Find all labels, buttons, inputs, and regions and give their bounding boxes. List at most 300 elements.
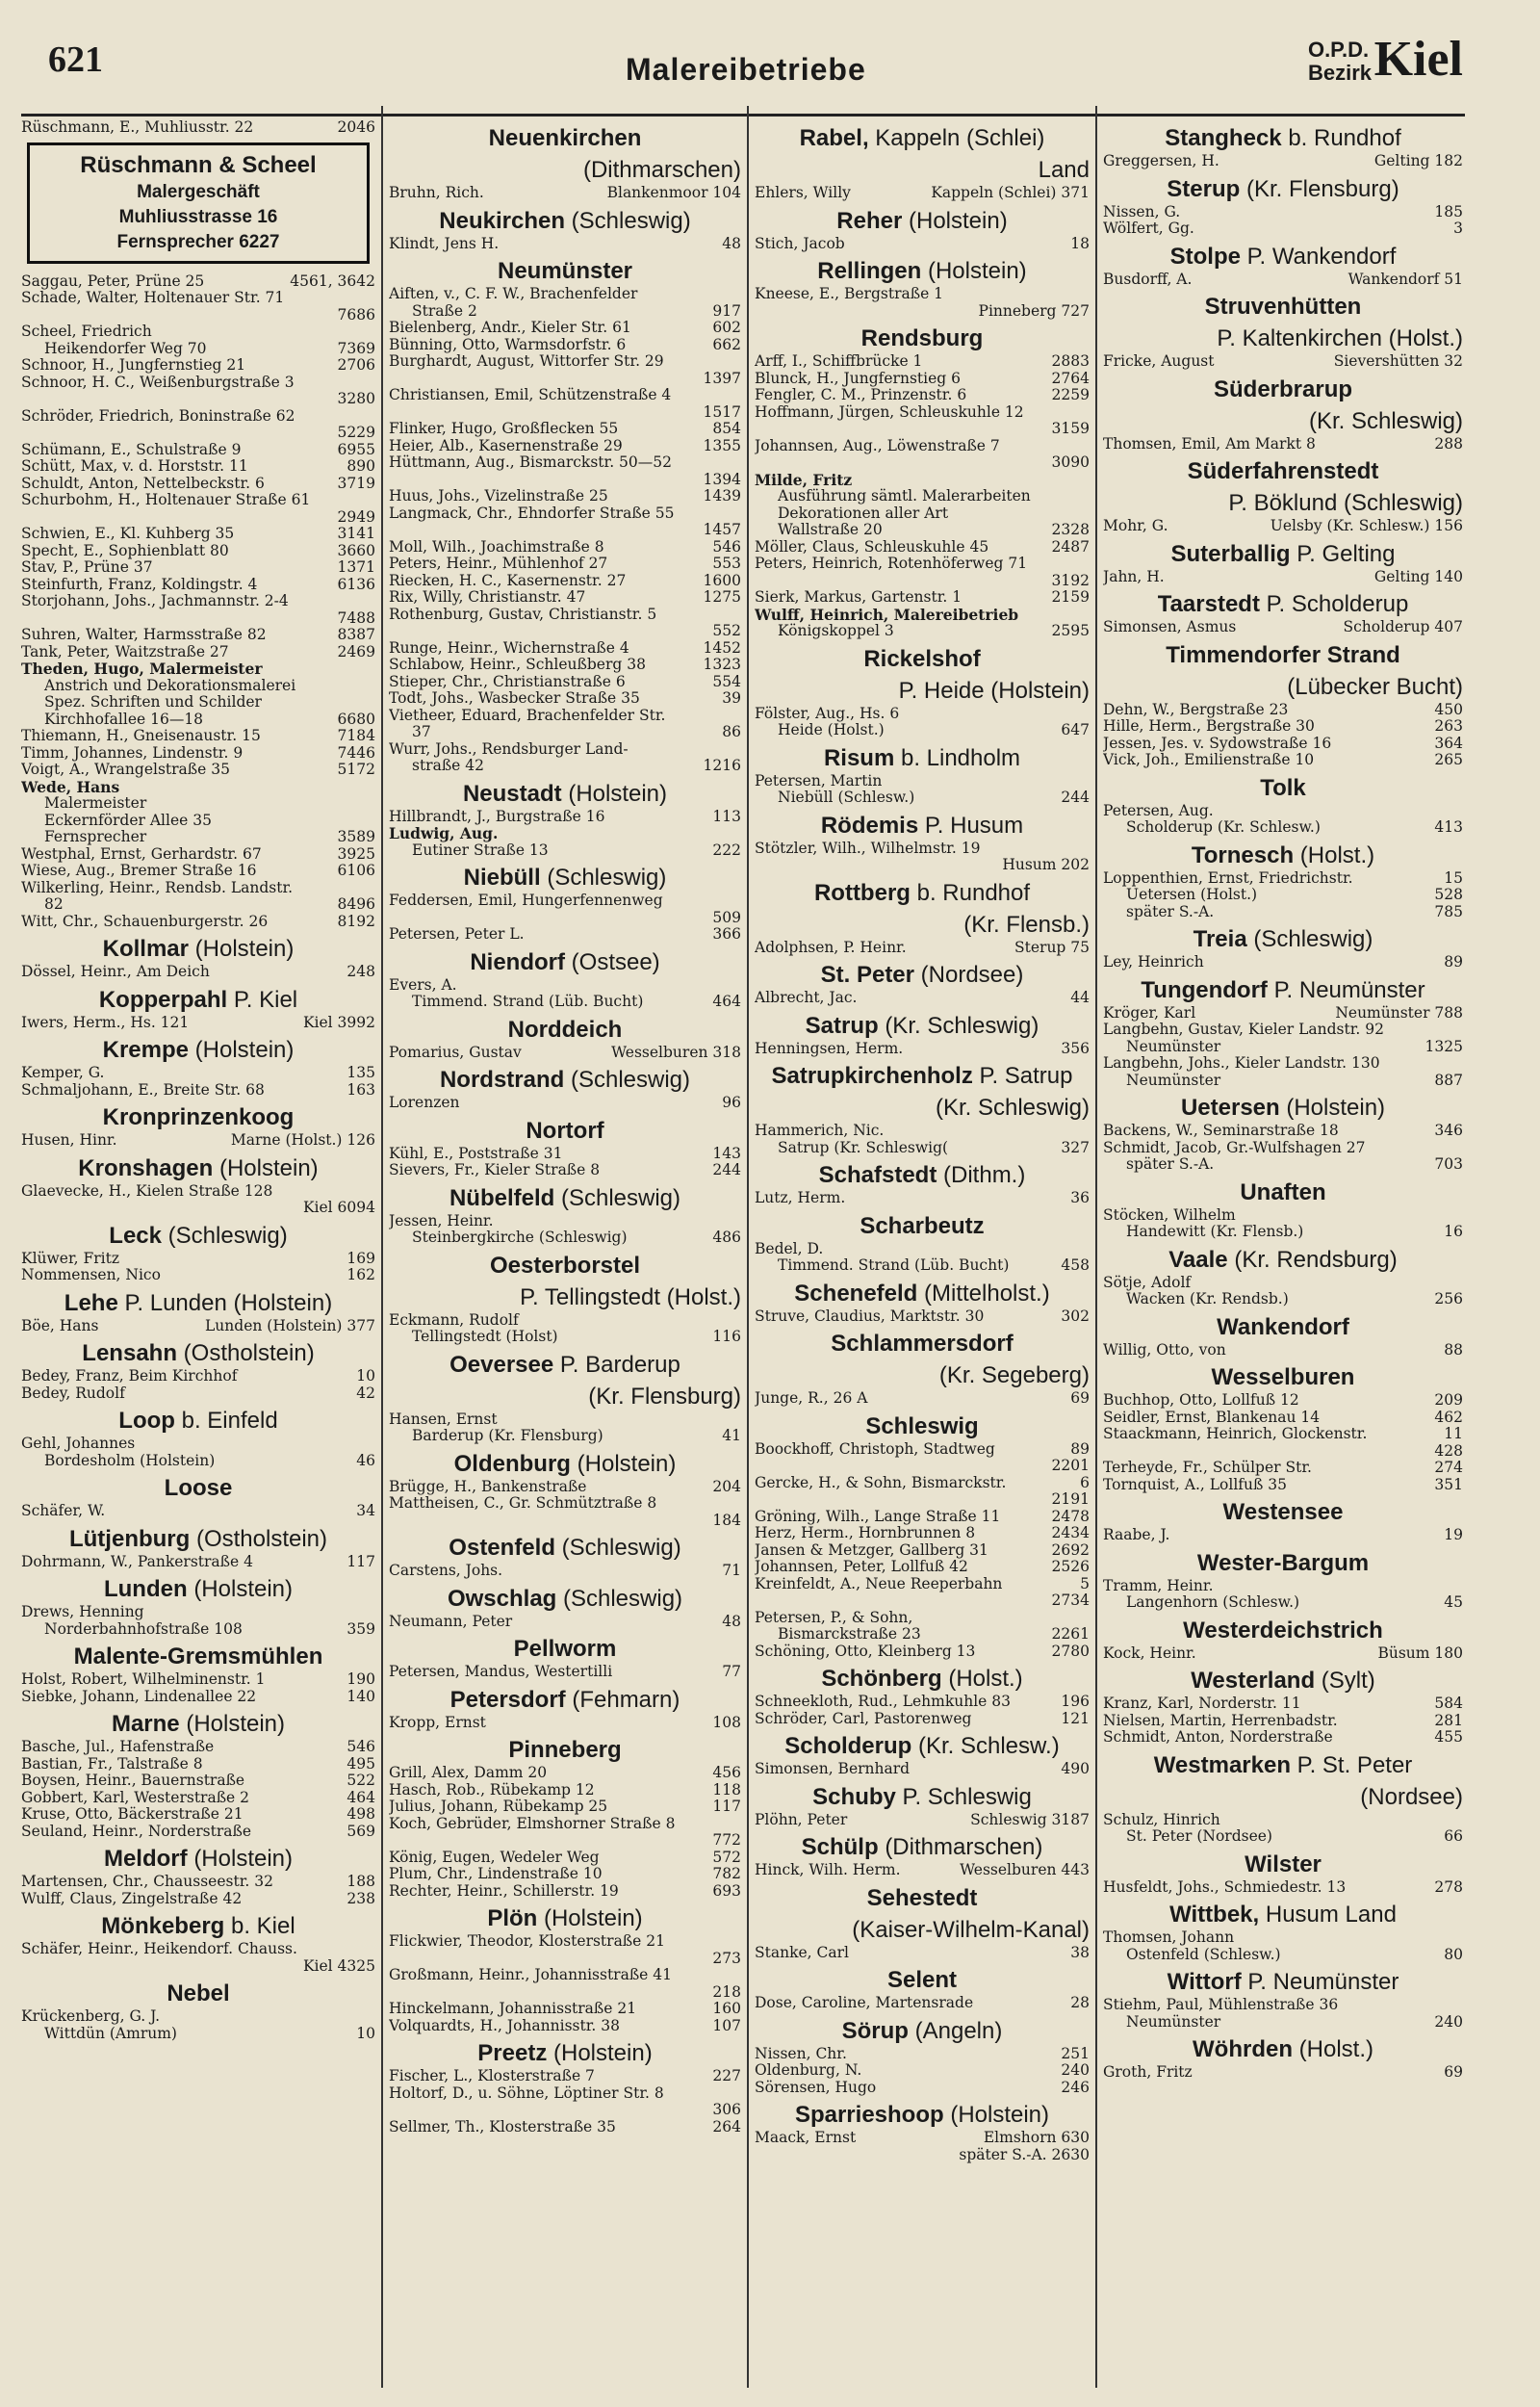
entry-number: 552 xyxy=(712,622,741,639)
entry-text: Gercke, H., & Sohn, Bismarckstr. xyxy=(755,1473,1007,1491)
place-name: Wankendorf xyxy=(1217,1313,1349,1340)
place-heading xyxy=(21,1408,375,1434)
entry-continuation xyxy=(1103,1156,1463,1174)
listing-entry xyxy=(389,1213,741,1230)
entry-continuation xyxy=(21,795,375,813)
place-heading xyxy=(389,1737,741,1763)
entry-number: 4561, 3642 xyxy=(290,272,375,290)
entry-number xyxy=(735,1213,741,1230)
entry-number: 6136 xyxy=(337,575,375,593)
place-name: Mönkeberg xyxy=(101,1913,225,1939)
place-qualifier: (Kr. Flensburg) xyxy=(1245,175,1399,202)
entry-number: 162 xyxy=(346,1266,375,1283)
place-name: Oldenburg xyxy=(453,1450,571,1477)
entry-text: später S.-A. xyxy=(1126,902,1215,920)
entry-text: Fölster, Aug., Hs. 6 xyxy=(755,704,900,722)
entry-text: Heide (Holst.) xyxy=(778,721,885,738)
entry-text: Husen, Hinr. xyxy=(21,1131,117,1149)
listing-entry xyxy=(389,1850,741,1867)
entry-text: Koch, Gebrüder, Elmshorner Straße 8 xyxy=(389,1814,676,1832)
listing-entry xyxy=(389,926,741,944)
place-heading xyxy=(755,325,1090,351)
entry-number xyxy=(1457,1812,1463,1829)
place-name: Pellworm xyxy=(513,1636,617,1662)
place-heading xyxy=(1103,1902,1463,1928)
entry-number: 462 xyxy=(1434,1408,1463,1426)
listing-entry xyxy=(755,353,1090,371)
place-heading xyxy=(1103,775,1463,801)
entry-text: Neumünster xyxy=(1126,1071,1221,1089)
listing-entry xyxy=(389,825,741,842)
entry-continuation xyxy=(1103,1443,1463,1461)
place-heading xyxy=(755,208,1090,234)
listing-entry xyxy=(21,1132,375,1150)
entry-number: Büsum 180 xyxy=(1377,1643,1463,1662)
entry-text: Iwers, Herm., Hs. 121 xyxy=(21,1013,190,1031)
entry-text: Hoffmann, Jürgen, Schleuskuhle 12 xyxy=(755,402,1024,421)
entry-continuation xyxy=(1103,904,1463,921)
entry-number: Pinneberg 727 xyxy=(978,301,1090,320)
listing-entry xyxy=(389,1866,741,1883)
place-name: Tungendorf xyxy=(1141,976,1268,1003)
entry-text: Bedel, D. xyxy=(755,1239,824,1257)
listing-entry xyxy=(21,559,375,577)
place-heading xyxy=(1103,842,1463,868)
entry-text: Drews, Henning xyxy=(21,1603,144,1620)
listing-entry xyxy=(1103,1695,1463,1713)
place-name: Timmendorfer Strand xyxy=(1166,641,1400,668)
entry-number: 240 xyxy=(1061,2061,1090,2079)
place-name: Schleswig xyxy=(865,1412,979,1439)
entry-continuation xyxy=(389,1832,741,1850)
listing-entry xyxy=(389,690,741,708)
entry-number xyxy=(370,290,375,307)
entry-number: 772 xyxy=(712,1831,741,1849)
entry-number xyxy=(1084,556,1090,573)
place-heading xyxy=(755,1666,1090,1692)
entry-text: Boockhoff, Christoph, Stadtweg xyxy=(755,1439,995,1458)
listing-entry xyxy=(755,990,1090,1007)
listing-entry xyxy=(389,556,741,573)
place-name: Westerland xyxy=(1191,1668,1316,1694)
entry-text: Straße 2 xyxy=(412,301,477,320)
place-name: Oesterborstel xyxy=(489,1252,641,1279)
entry-text: Schütt, Max, v. d. Horststr. 11 xyxy=(21,457,248,475)
opd-label: O.P.D. xyxy=(1307,38,1370,62)
entry-number xyxy=(735,741,741,759)
listing-entry xyxy=(1103,1460,1463,1477)
entry-continuation xyxy=(21,307,375,324)
place-name: Scharbeutz xyxy=(860,1212,985,1239)
place-name: Leck xyxy=(109,1222,162,1249)
place-qualifier: (Mittelholst.) xyxy=(924,1280,1050,1307)
entry-number: 455 xyxy=(1434,1728,1463,1746)
place-name: Unaften xyxy=(1240,1178,1326,1205)
place-heading xyxy=(755,1885,1090,1911)
place-heading xyxy=(755,1834,1090,1860)
listing-entry xyxy=(21,526,375,543)
entry-text: Kock, Heinr. xyxy=(1103,1643,1196,1662)
entry-number xyxy=(370,408,375,426)
entry-text: Vietheer, Eduard, Brachenfelder Str. xyxy=(389,706,666,724)
place-qualifier: b. Kiel xyxy=(230,1913,295,1939)
entry-text: St. Peter (Nordsee) xyxy=(1126,1827,1272,1845)
place-name: Rödemis xyxy=(820,812,919,839)
entry-text: Schröder, Carl, Pastorenweg xyxy=(755,1709,972,1727)
entry-text: Tank, Peter, Waitzstraße 27 xyxy=(21,642,229,660)
place-heading xyxy=(1103,408,1463,434)
place-qualifier: (Holstein) xyxy=(186,1711,286,1737)
listing-entry xyxy=(389,809,741,826)
entry-number: 5 xyxy=(1080,1574,1090,1592)
entry-text: Wallstraße 20 xyxy=(778,521,883,538)
entry-continuation xyxy=(389,910,741,927)
entry-text: Tellingstedt (Holst) xyxy=(412,1328,558,1345)
place-qualifier: (Schleswig) xyxy=(563,1585,683,1612)
column-1 xyxy=(21,119,375,2392)
entry-text: Möller, Claus, Schleuskuhle 45 xyxy=(755,537,989,556)
entry-number: 16 xyxy=(1444,1223,1463,1240)
entry-continuation xyxy=(389,842,741,860)
entry-continuation xyxy=(21,896,375,914)
listing-entry xyxy=(21,375,375,392)
place-qualifier: P. Wankendorf xyxy=(1246,243,1397,270)
entry-number: 6680 xyxy=(337,710,375,728)
listing-entry xyxy=(21,660,375,678)
entry-number xyxy=(1457,1997,1463,2014)
place-name: Struvenhütten xyxy=(1204,294,1362,320)
place-qualifier: (Holstein) xyxy=(927,258,1027,284)
entry-number: 782 xyxy=(712,1865,741,1882)
listing-entry xyxy=(21,1671,375,1689)
place-qualifier: P. Heide (Holstein) xyxy=(898,677,1090,704)
ad-line: Rüschmann & Scheel xyxy=(80,151,317,178)
entry-continuation xyxy=(389,1428,741,1445)
entry-continuation xyxy=(755,454,1090,472)
entry-number: 18 xyxy=(1070,234,1090,252)
listing-entry xyxy=(21,408,375,426)
entry-text: Raabe, J. xyxy=(1103,1526,1170,1543)
entry-text: Rothenburg, Gustav, Christianstr. 5 xyxy=(389,605,657,623)
place-heading xyxy=(389,208,741,234)
entry-text: Kröger, Karl xyxy=(1103,1003,1196,1022)
listing-entry xyxy=(755,1643,1090,1661)
place-heading xyxy=(1103,1969,1463,1995)
entry-number xyxy=(370,880,375,897)
entry-continuation xyxy=(755,1140,1090,1157)
entry-number: 238 xyxy=(346,1889,375,1907)
entry-text: Gobbert, Karl, Westerstraße 2 xyxy=(21,1788,250,1806)
entry-text: Neumünster xyxy=(1126,1037,1221,1055)
entry-text: Wede, Hans xyxy=(21,777,120,796)
entry-number: 302 xyxy=(1061,1307,1090,1325)
entry-text: Backens, W., Seminarstraße 18 xyxy=(1103,1122,1339,1139)
entry-number: 121 xyxy=(1061,1709,1090,1727)
entry-continuation xyxy=(389,1951,741,1968)
listing-entry xyxy=(755,1475,1090,1492)
entry-number xyxy=(1084,607,1090,624)
entry-text: Barderup (Kr. Flensburg) xyxy=(412,1427,603,1444)
place-name: Meldorf xyxy=(103,1846,188,1872)
listing-entry xyxy=(755,472,1090,489)
place-name: Lensahn xyxy=(82,1340,177,1366)
entry-continuation xyxy=(755,722,1090,739)
listing-entry xyxy=(755,2130,1090,2147)
entry-text: Eckmann, Rudolf xyxy=(389,1310,519,1329)
entry-text: Dehn, W., Bergstraße 23 xyxy=(1103,700,1289,718)
listing-entry xyxy=(389,387,741,404)
entry-number: 2159 xyxy=(1051,588,1090,606)
entry-text: Kruse, Otto, Bäckerstraße 21 xyxy=(21,1805,244,1823)
entry-text: Suhren, Walter, Harmsstraße 82 xyxy=(21,626,267,643)
entry-number xyxy=(370,660,375,678)
entry-continuation xyxy=(21,341,375,358)
listing-entry xyxy=(755,1509,1090,1526)
entry-text: Simonsen, Asmus xyxy=(1103,618,1237,635)
place-name: Schafstedt xyxy=(818,1162,937,1188)
place-qualifier: (Holstein) xyxy=(193,1846,294,1872)
place-name: Loose xyxy=(164,1475,233,1501)
entry-number: 184 xyxy=(712,1511,741,1529)
listing-entry xyxy=(389,1664,741,1681)
entry-text: Seidler, Ernst, Blankenau 14 xyxy=(1103,1408,1321,1426)
entry-number: 2328 xyxy=(1051,521,1090,538)
place-name: Neumünster xyxy=(497,258,633,284)
entry-number: Sievershütten 32 xyxy=(1333,352,1463,370)
listing-entry xyxy=(755,2062,1090,2080)
entry-number: 486 xyxy=(712,1229,741,1246)
place-qualifier: (Ostholstein) xyxy=(183,1340,315,1366)
entry-continuation xyxy=(21,1621,375,1639)
entry-number: 188 xyxy=(346,1873,375,1890)
entry-number: 2487 xyxy=(1051,537,1090,556)
entry-continuation xyxy=(755,1257,1090,1275)
listing-entry xyxy=(1103,1005,1463,1022)
listing-entry xyxy=(1103,436,1463,453)
entry-text: Evers, A. xyxy=(389,975,457,994)
listing-entry xyxy=(389,1146,741,1163)
place-name: Tornesch xyxy=(1191,841,1295,868)
place-heading xyxy=(755,157,1090,183)
place-name: Lütjenburg xyxy=(68,1525,191,1552)
entry-number xyxy=(370,1941,375,1958)
entry-continuation xyxy=(755,623,1090,640)
entry-text: Riecken, H. C., Kasernenstr. 27 xyxy=(389,571,627,589)
entry-text: Wulff, Heinrich, Malereibetrieb xyxy=(755,605,1019,624)
listing-entry xyxy=(1103,1997,1463,2014)
place-qualifier: (Kr. Flensburg) xyxy=(588,1383,741,1410)
entry-continuation xyxy=(1103,1073,1463,1090)
listing-entry xyxy=(21,627,375,644)
entry-text: Hinck, Wilh. Herm. xyxy=(755,1861,901,1878)
entry-number: 8192 xyxy=(337,912,375,930)
place-heading xyxy=(1103,1247,1463,1273)
place-name: Schuby xyxy=(812,1783,896,1810)
place-qualifier: (Holstein) xyxy=(1286,1095,1386,1121)
entry-number xyxy=(370,593,375,610)
entry-number xyxy=(1457,1055,1463,1073)
listing-entry xyxy=(755,1761,1090,1778)
listing-entry xyxy=(755,841,1090,858)
entry-number: 42 xyxy=(356,1384,375,1402)
place-qualifier: (Nordsee) xyxy=(1360,1783,1463,1810)
entry-text: Sievers, Fr., Kieler Straße 8 xyxy=(389,1161,601,1178)
entry-number xyxy=(370,324,375,341)
entry-number: 456 xyxy=(712,1764,741,1781)
entry-number xyxy=(1457,1207,1463,1225)
entry-text: Stiehm, Paul, Mühlenstraße 36 xyxy=(1103,1996,1339,2013)
entry-number: 490 xyxy=(1061,1760,1090,1777)
place-name: Schönberg xyxy=(821,1666,942,1692)
place-heading xyxy=(1103,1668,1463,1694)
entry-continuation xyxy=(21,813,375,830)
entry-continuation xyxy=(389,371,741,388)
listing-entry xyxy=(21,1385,375,1403)
entry-number: 218 xyxy=(712,1982,741,2001)
place-name: Owschlag xyxy=(447,1585,557,1612)
listing-entry xyxy=(21,1267,375,1284)
listing-entry xyxy=(389,505,741,523)
entry-text: Wacken (Kr. Rendsb.) xyxy=(1126,1290,1289,1307)
listing-entry xyxy=(1103,1123,1463,1140)
entry-text: Fricke, August xyxy=(1103,352,1215,370)
entry-continuation xyxy=(21,678,375,695)
entry-continuation xyxy=(389,472,741,489)
listing-entry xyxy=(21,1689,375,1706)
listing-entry xyxy=(21,1368,375,1385)
entry-number: 553 xyxy=(712,555,741,572)
entry-number: 281 xyxy=(1434,1711,1463,1729)
place-qualifier: (Lübecker Bucht) xyxy=(1287,673,1463,700)
entry-number: 2526 xyxy=(1051,1558,1090,1575)
entry-continuation xyxy=(21,2026,375,2043)
entry-number: 351 xyxy=(1434,1475,1463,1493)
entry-number: 1275 xyxy=(703,588,741,606)
place-name: Stangheck xyxy=(1165,125,1282,151)
entry-number: Sterup 75 xyxy=(1014,938,1090,956)
place-name: Treia xyxy=(1193,926,1247,952)
place-heading xyxy=(755,1784,1090,1810)
entry-number: 356 xyxy=(1061,1039,1090,1057)
entry-text: Groth, Fritz xyxy=(1103,2063,1193,2081)
entry-text: Nissen, Chr. xyxy=(755,2044,847,2062)
entry-text: Dohrmann, W., Pankerstraße 4 xyxy=(21,1552,253,1570)
entry-text: Feddersen, Emil, Hungerfennenweg xyxy=(389,892,663,909)
listing-entry xyxy=(1103,870,1463,888)
entry-number: 2259 xyxy=(1051,386,1090,403)
place-name: Niendorf xyxy=(470,948,565,975)
entry-text: Ausführung sämtl. Malerarbeiten xyxy=(778,487,1031,505)
entry-text: Herz, Herm., Hornbrunnen 8 xyxy=(755,1524,976,1541)
entry-number: 6 xyxy=(1080,1473,1090,1491)
place-heading xyxy=(21,1475,375,1501)
listing-entry xyxy=(389,741,741,759)
entry-number: 265 xyxy=(1434,751,1463,768)
entry-number: 366 xyxy=(712,925,741,943)
place-name: Marne xyxy=(111,1711,180,1737)
listing-entry xyxy=(389,353,741,371)
place-heading xyxy=(755,1413,1090,1439)
place-qualifier: P. St. Peter xyxy=(1296,1751,1413,1778)
entry-number: 244 xyxy=(1061,789,1090,806)
entry-continuation xyxy=(21,694,375,712)
place-name: Rottberg xyxy=(813,879,911,906)
entry-number xyxy=(1084,404,1090,422)
entry-number: 77 xyxy=(722,1663,741,1680)
listing-entry xyxy=(1103,2064,1463,2082)
entry-number xyxy=(370,492,375,509)
place-heading xyxy=(1103,176,1463,202)
entry-text: Schnoor, H., Jungfernstieg 21 xyxy=(21,356,246,374)
entry-number: 2478 xyxy=(1051,1507,1090,1525)
place-qualifier: (Ostholstein) xyxy=(195,1525,328,1552)
entry-number: 28 xyxy=(1070,1994,1090,2011)
place-heading xyxy=(389,1017,741,1043)
entry-text: Saggau, Peter, Prüne 25 xyxy=(21,272,205,290)
place-qualifier: P. Scholderup xyxy=(1266,591,1409,617)
entry-number: 2883 xyxy=(1051,352,1090,370)
listing-entry xyxy=(389,1799,741,1816)
place-heading xyxy=(1103,591,1463,617)
listing-entry xyxy=(21,1318,375,1335)
place-heading xyxy=(389,1586,741,1612)
listing-entry xyxy=(755,1711,1090,1728)
entry-continuation xyxy=(755,505,1090,523)
entry-text: Langmack, Chr., Ehndorfer Straße 55 xyxy=(389,504,675,522)
entry-text: Hansen, Ernst xyxy=(389,1410,498,1428)
page-number: 621 xyxy=(48,39,103,80)
entry-continuation xyxy=(755,1458,1090,1475)
entry-number: 204 xyxy=(712,1477,741,1495)
entry-number: 34 xyxy=(356,1502,375,1519)
entry-number xyxy=(735,1411,741,1429)
entry-number xyxy=(1084,1610,1090,1627)
listing-entry xyxy=(755,607,1090,624)
entry-text: Eckernförder Allee 35 xyxy=(44,811,212,829)
entry-number: 163 xyxy=(346,1080,375,1099)
entry-number: 7446 xyxy=(337,743,375,762)
listing-entry xyxy=(1103,1055,1463,1073)
place-qualifier: P. Barderup xyxy=(559,1351,680,1378)
listing-entry xyxy=(755,1390,1090,1408)
entry-text: Ostenfeld (Schlesw.) xyxy=(1126,1945,1281,1963)
place-heading xyxy=(755,646,1090,672)
place-heading xyxy=(1103,1851,1463,1877)
place-heading xyxy=(1103,926,1463,952)
entry-text: Theden, Hugo, Malermeister xyxy=(21,660,263,678)
entry-text: Satrup (Kr. Schleswig( xyxy=(778,1138,949,1156)
listing-entry xyxy=(21,357,375,375)
place-heading xyxy=(21,1290,375,1316)
listing-entry xyxy=(21,846,375,864)
entry-continuation xyxy=(755,573,1090,590)
entry-text: Hammerich, Nic. xyxy=(755,1122,885,1139)
entry-text: Wittdün (Amrum) xyxy=(44,2024,177,2042)
place-heading xyxy=(755,1967,1090,1993)
entry-number: 5172 xyxy=(337,761,375,778)
listing-entry xyxy=(389,1883,741,1901)
listing-entry xyxy=(755,589,1090,607)
entry-continuation xyxy=(389,522,741,539)
entry-text: Schnoor, H. C., Weißenburgstraße 3 xyxy=(21,373,295,391)
place-heading xyxy=(389,1067,741,1093)
entry-text: Jessen, Heinr. xyxy=(389,1211,494,1229)
place-heading xyxy=(1103,1618,1463,1643)
entry-number xyxy=(735,353,741,371)
entry-text: Schäfer, W. xyxy=(21,1502,106,1519)
listing-entry xyxy=(389,573,741,590)
listing-entry xyxy=(21,728,375,745)
